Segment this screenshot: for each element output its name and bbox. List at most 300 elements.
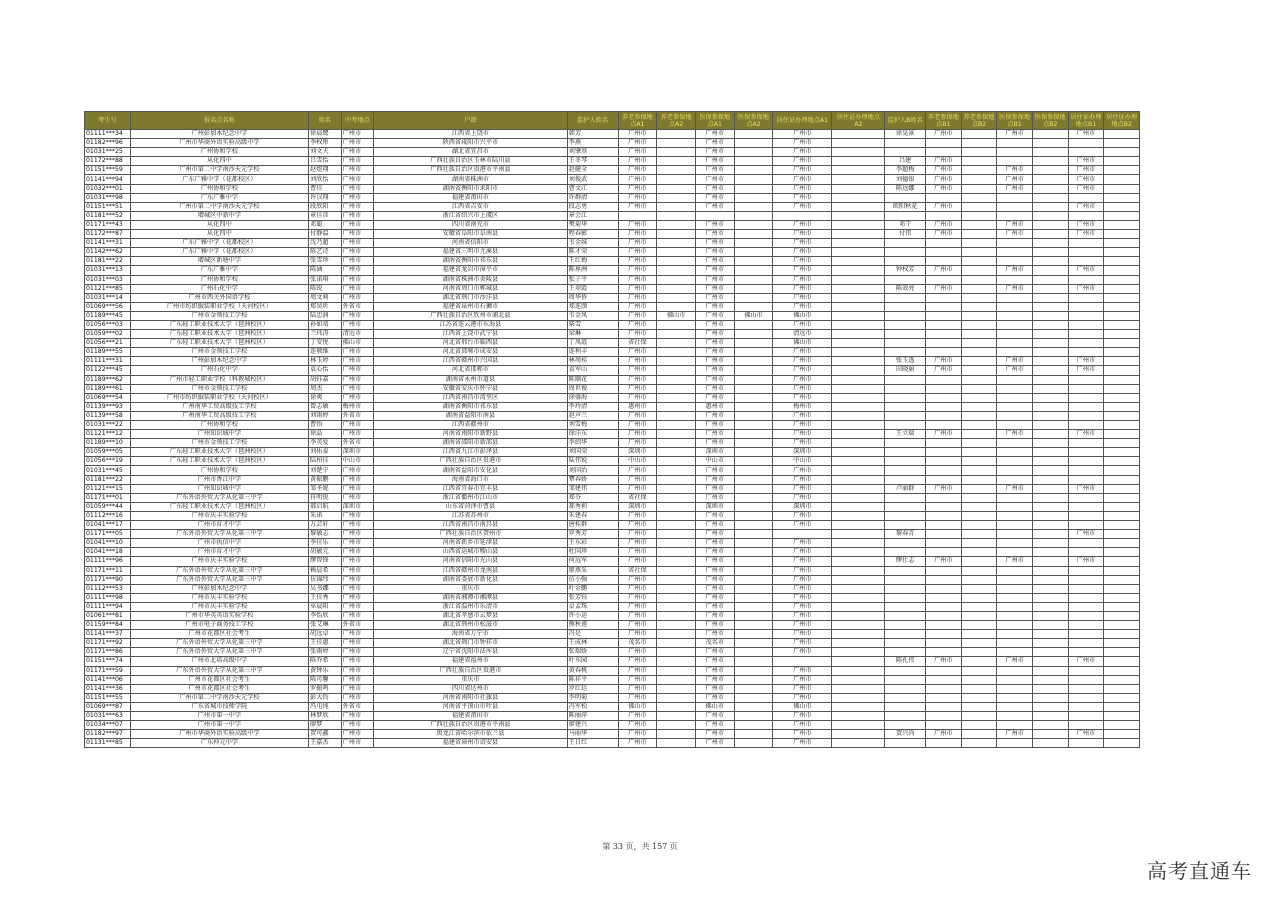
table-cell [1104,484,1140,493]
table-cell: 广州市 [341,248,374,257]
table-cell [885,330,926,339]
column-header: 报名点名称 [130,112,308,130]
table-cell: 黄钟乐 [309,666,342,675]
table-cell [832,593,885,602]
table-row [85,193,1140,202]
table-cell: 广州市庆丰实验学校 [130,557,308,566]
table-cell: 福建省泉州市石狮市 [374,302,567,311]
table-cell [961,548,997,557]
table-cell [1032,330,1068,339]
table-cell: 陆伟锐 [567,457,618,466]
table-cell: 广州市 [618,593,657,602]
table-cell [926,302,962,311]
table-cell: 冯军松 [567,702,618,711]
table-cell: 广州市 [773,320,832,329]
table-cell: 01031***14 [85,293,131,302]
table-cell: 沈乃超 [309,239,342,248]
table-cell [1068,502,1104,511]
table-cell: 广州市 [341,175,374,184]
table-cell [961,557,997,566]
table-row [85,693,1140,702]
table-cell: 佛山市 [773,311,832,320]
table-cell [1104,593,1140,602]
table-cell [1104,184,1140,193]
table-cell: 广州市 [341,675,374,684]
table-row [85,211,1140,220]
table-cell [657,502,696,511]
table-cell [832,248,885,257]
table-cell: 01141***37 [85,630,131,639]
table-row [85,611,1140,620]
table-cell: 陈顺花 [567,375,618,384]
table-cell: 周杰 [309,384,342,393]
table-cell: 广州市 [618,293,657,302]
table-cell: 广州市 [695,393,734,402]
table-cell [657,148,696,157]
table-cell [657,584,696,593]
table-cell [997,148,1033,157]
table-cell: 广州市 [997,557,1033,566]
table-cell [926,439,962,448]
table-cell [773,530,832,539]
table-cell: 广州市 [773,666,832,675]
column-header: 医保参保地点A2 [734,112,773,130]
table-cell: 广州市 [618,311,657,320]
table-cell: 广州市 [773,148,832,157]
table-cell [1032,402,1068,411]
table-cell [657,593,696,602]
table-cell [961,421,997,430]
table-cell: 广州市 [773,357,832,366]
table-row [85,375,1140,384]
table-cell [1068,575,1104,584]
table-cell [832,220,885,229]
table-cell [1032,511,1068,520]
table-cell [1032,430,1068,439]
table-cell: 中山市 [773,457,832,466]
table-cell [1104,148,1140,157]
table-cell: 黄振鹏 [309,475,342,484]
table-cell [734,539,773,548]
table-cell: 深圳市 [695,502,734,511]
table-cell [1068,239,1104,248]
table-cell: 林梦欣 [309,712,342,721]
table-cell: 广州市 [695,193,734,202]
table-cell: 广州市 [341,712,374,721]
table-cell [1104,284,1140,293]
table-cell [997,611,1033,620]
table-cell [885,348,926,357]
table-cell [997,511,1033,520]
column-header: 中考地点 [341,112,374,130]
table-cell: 佛山市 [734,311,773,320]
table-cell: 01041***17 [85,521,131,530]
table-cell [657,457,696,466]
table-cell: 韩芳 [567,130,618,139]
table-cell: 广州市 [618,539,657,548]
table-cell [926,384,962,393]
table-cell [926,530,962,539]
table-cell: 广州市 [695,712,734,721]
table-cell: 刘国荣 [567,448,618,457]
table-cell: 广州市育才中学 [130,548,308,557]
table-cell [657,730,696,739]
table-cell: 吴书娜 [309,584,342,593]
table-cell: 李超梅 [885,166,926,175]
table-cell: 从化四中 [130,220,308,229]
table-cell [926,693,962,702]
table-cell [885,293,926,302]
table-cell: 江西省赣州市 [374,421,567,430]
table-cell [885,466,926,475]
table-cell [961,311,997,320]
table-cell [657,539,696,548]
column-header: 医保参保地点A1 [695,112,734,130]
table-cell [1032,348,1068,357]
table-cell [832,157,885,166]
table-cell: 湖北省荆州市松滋市 [374,621,567,630]
table-cell [832,548,885,557]
table-cell [1068,739,1104,748]
table-cell [1104,693,1140,702]
table-cell [1068,293,1104,302]
table-cell [1032,248,1068,257]
table-row [85,348,1140,357]
table-cell: 广州市 [341,202,374,211]
table-cell: 01141***36 [85,684,131,693]
table-cell: 梅州市 [341,402,374,411]
table-cell: 袁心怡 [309,366,342,375]
table-cell [1104,621,1140,630]
table-cell [997,475,1033,484]
table-cell [657,230,696,239]
table-cell [695,211,734,220]
table-cell: 广州市 [695,239,734,248]
table-cell [1068,666,1104,675]
table-cell: 连敬维 [309,348,342,357]
table-cell: 广州市 [341,575,374,584]
table-cell: 广东广雅中学 [130,193,308,202]
column-header: 姓名 [309,112,342,130]
table-cell: 广州市 [341,548,374,557]
table-cell: 广州市 [695,493,734,502]
table-row [85,630,1140,639]
table-cell: 广州市 [341,566,374,575]
table-row [85,511,1140,520]
table-cell [885,457,926,466]
table-row [85,139,1140,148]
table-cell [832,384,885,393]
table-cell [1032,539,1068,548]
table-cell: 01172***87 [85,230,131,239]
table-cell: 广州市 [341,211,374,220]
table-cell [734,693,773,702]
table-cell: 广州市花都区社会考生 [130,684,308,693]
table-cell: 湖南省永州市道县 [374,375,567,384]
table-row [85,584,1140,593]
table-cell: 广州市 [695,366,734,375]
table-cell [657,530,696,539]
table-cell [1068,639,1104,648]
table-cell: 广州市 [926,175,962,184]
table-cell: 王冬琴 [567,157,618,166]
table-cell: 01139***58 [85,411,131,420]
table-cell: 广州市 [773,184,832,193]
table-cell [1068,611,1104,620]
table-cell: 广州市 [618,239,657,248]
table-cell [926,475,962,484]
table-cell: 张子平 [567,275,618,284]
table-cell [1068,593,1104,602]
table-cell: 李玲清 [567,402,618,411]
table-cell: 冯是 [567,630,618,639]
table-cell: 01151***59 [85,166,131,175]
table-cell: 伍小强 [567,575,618,584]
table-cell [961,593,997,602]
table-cell: 广州市 [618,284,657,293]
table-cell: 广州市执信中学 [130,539,308,548]
table-cell: 刘俊武 [567,175,618,184]
table-cell [832,393,885,402]
table-cell: 广州市 [773,175,832,184]
table-cell [832,230,885,239]
table-cell: 广州市 [1068,366,1104,375]
table-cell: 广州市第一中学 [130,721,308,730]
table-cell: 浙江省衢州市江山市 [374,493,567,502]
table-cell: 广州市 [1068,530,1104,539]
table-cell: 广州市 [618,139,657,148]
table-cell: 黑龙江省哈尔滨市依兰县 [374,730,567,739]
table-cell [1068,521,1104,530]
table-cell: 外省市 [341,702,374,711]
table-cell: 广州市 [341,657,374,666]
table-cell: 钟权芳 [885,266,926,275]
table-cell [832,475,885,484]
table-cell [1032,639,1068,648]
table-cell [885,275,926,284]
table-header-row [85,112,1140,130]
table-cell: 广州市纺织服装职业学校（天河校区） [130,393,308,402]
table-cell: 广州市 [773,584,832,593]
table-cell: 李怡欣 [309,611,342,620]
table-cell [926,275,962,284]
table-cell: 邹圣妮 [309,484,342,493]
table-row [85,402,1140,411]
table-cell [734,575,773,584]
table-cell [926,448,962,457]
table-cell [832,521,885,530]
table-cell: 王东彩 [567,539,618,548]
table-cell [734,530,773,539]
table-cell [657,575,696,584]
table-cell [1032,457,1068,466]
table-cell: 01031***63 [85,712,131,721]
table-row [85,357,1140,366]
table-cell: 01112***16 [85,511,131,520]
table-cell [926,393,962,402]
table-cell: 广州市 [341,521,374,530]
column-header: 养老参保地点B2 [961,112,997,130]
table-cell: 外省市 [341,411,374,420]
table-cell [657,130,696,139]
table-cell: 梅州市 [773,402,832,411]
table-row [85,266,1140,275]
table-cell: 广州市 [773,266,832,275]
table-cell [961,375,997,384]
table-cell [832,739,885,748]
table-cell [657,320,696,329]
table-cell [926,575,962,584]
table-cell: 广州市 [341,466,374,475]
table-cell [997,584,1033,593]
table-cell [734,239,773,248]
table-row [85,521,1140,530]
table-cell: 广州市 [618,130,657,139]
table-cell: 01121***12 [85,430,131,439]
table-cell: 广州市 [695,348,734,357]
table-cell: 曹悟 [309,421,342,430]
table-cell: 外省市 [341,302,374,311]
table-cell: 广州市 [695,375,734,384]
table-cell: 河北省邢台市临西县 [374,339,567,348]
table-cell: 江西省上饶市 [374,130,567,139]
table-cell: 广州市 [773,230,832,239]
table-cell [734,384,773,393]
table-cell: 何远军 [567,557,618,566]
table-cell [1068,402,1104,411]
table-cell: 广州市 [695,475,734,484]
table-cell [1032,130,1068,139]
table-cell: 周文莉 [309,293,342,302]
table-cell: 广州市 [926,220,962,229]
table-cell: 广州市 [618,439,657,448]
table-cell: 广州彭加木纪念中学 [130,357,308,366]
table-cell: 广州市 [695,684,734,693]
table-cell [1032,657,1068,666]
table-cell [657,239,696,248]
table-cell [832,702,885,711]
table-cell: 01181***22 [85,257,131,266]
table-cell: 安徽省安庆市怀宁县 [374,384,567,393]
table-cell: 重庆市 [374,584,567,593]
table-cell: 黄春桃 [567,666,618,675]
table-cell [734,702,773,711]
table-cell: 广州市 [997,175,1033,184]
table-cell: 山东省菏泽市曹县 [374,502,567,511]
table-cell: 广州市金领技工学校 [130,311,308,320]
table-cell [961,293,997,302]
table-cell: 广州市 [997,366,1033,375]
table-cell [885,239,926,248]
table-cell [997,639,1033,648]
table-cell [1068,257,1104,266]
table-cell: 广州市 [926,366,962,375]
table-cell [1068,248,1104,257]
table-cell: 广州市 [341,239,374,248]
table-cell: 河南省信阳市光山县 [374,557,567,566]
table-row [85,430,1140,439]
table-row [85,384,1140,393]
table-cell: 广州市 [341,511,374,520]
table-cell [657,339,696,348]
table-cell: 01182***97 [85,730,131,739]
table-cell: 孙如靖 [309,320,342,329]
table-cell: 广东外语外贸大学从化第三中学 [130,648,308,657]
table-cell [997,275,1033,284]
table-cell: 广州市 [618,330,657,339]
table-cell [997,311,1033,320]
table-cell [1032,366,1068,375]
table-cell [657,384,696,393]
table-cell: 陈可馨 [309,675,342,684]
table-cell: 广州市 [773,712,832,721]
table-cell [734,739,773,748]
table-cell: 广州市 [773,675,832,684]
table-cell [657,411,696,420]
table-cell: 广州市 [773,421,832,430]
table-cell: 省社保 [618,493,657,502]
table-cell: 广东仲元中学 [130,739,308,748]
table-cell: 江苏省苏州市 [374,511,567,520]
table-cell [832,484,885,493]
table-cell: 广州市 [773,166,832,175]
table-cell: 广州市 [618,530,657,539]
table-cell [832,348,885,357]
table-cell [997,239,1033,248]
table-cell: 韦金凤 [567,311,618,320]
table-cell: 01056***21 [85,339,131,348]
table-cell: 江西省南昌市南昌县 [374,521,567,530]
table-cell: 广州市 [695,166,734,175]
table-cell [997,502,1033,511]
table-cell: 广州市 [341,220,374,229]
table-row [85,639,1140,648]
table-cell: 广州市 [618,693,657,702]
table-cell: 广州市 [926,130,962,139]
table-cell [734,730,773,739]
table-cell: 广州市 [773,566,832,575]
column-header: 养老参保地点B1 [926,112,962,130]
table-cell [926,466,962,475]
table-cell: 01069***56 [85,302,131,311]
table-cell [657,430,696,439]
table-cell [832,602,885,611]
table-cell: 卓孟珠 [567,602,618,611]
table-cell: 广州市 [695,593,734,602]
table-cell [1104,466,1140,475]
table-cell [832,193,885,202]
table-cell [926,148,962,157]
table-cell: 01189***45 [85,311,131,320]
table-cell [961,712,997,721]
table-cell: 清远市 [341,330,374,339]
table-cell: 刘文夫 [309,148,342,157]
table-cell [832,330,885,339]
table-cell: 广州市 [341,320,374,329]
table-cell [997,593,1033,602]
table-cell [961,330,997,339]
table-cell: 广州市 [926,230,962,239]
table-cell [961,493,997,502]
table-row [85,466,1140,475]
table-cell [926,402,962,411]
table-cell [926,539,962,548]
table-cell [657,348,696,357]
table-cell: 广州协和学校 [130,184,308,193]
table-cell: 广州市 [1068,166,1104,175]
table-cell [734,284,773,293]
table-cell: 广州市 [341,139,374,148]
